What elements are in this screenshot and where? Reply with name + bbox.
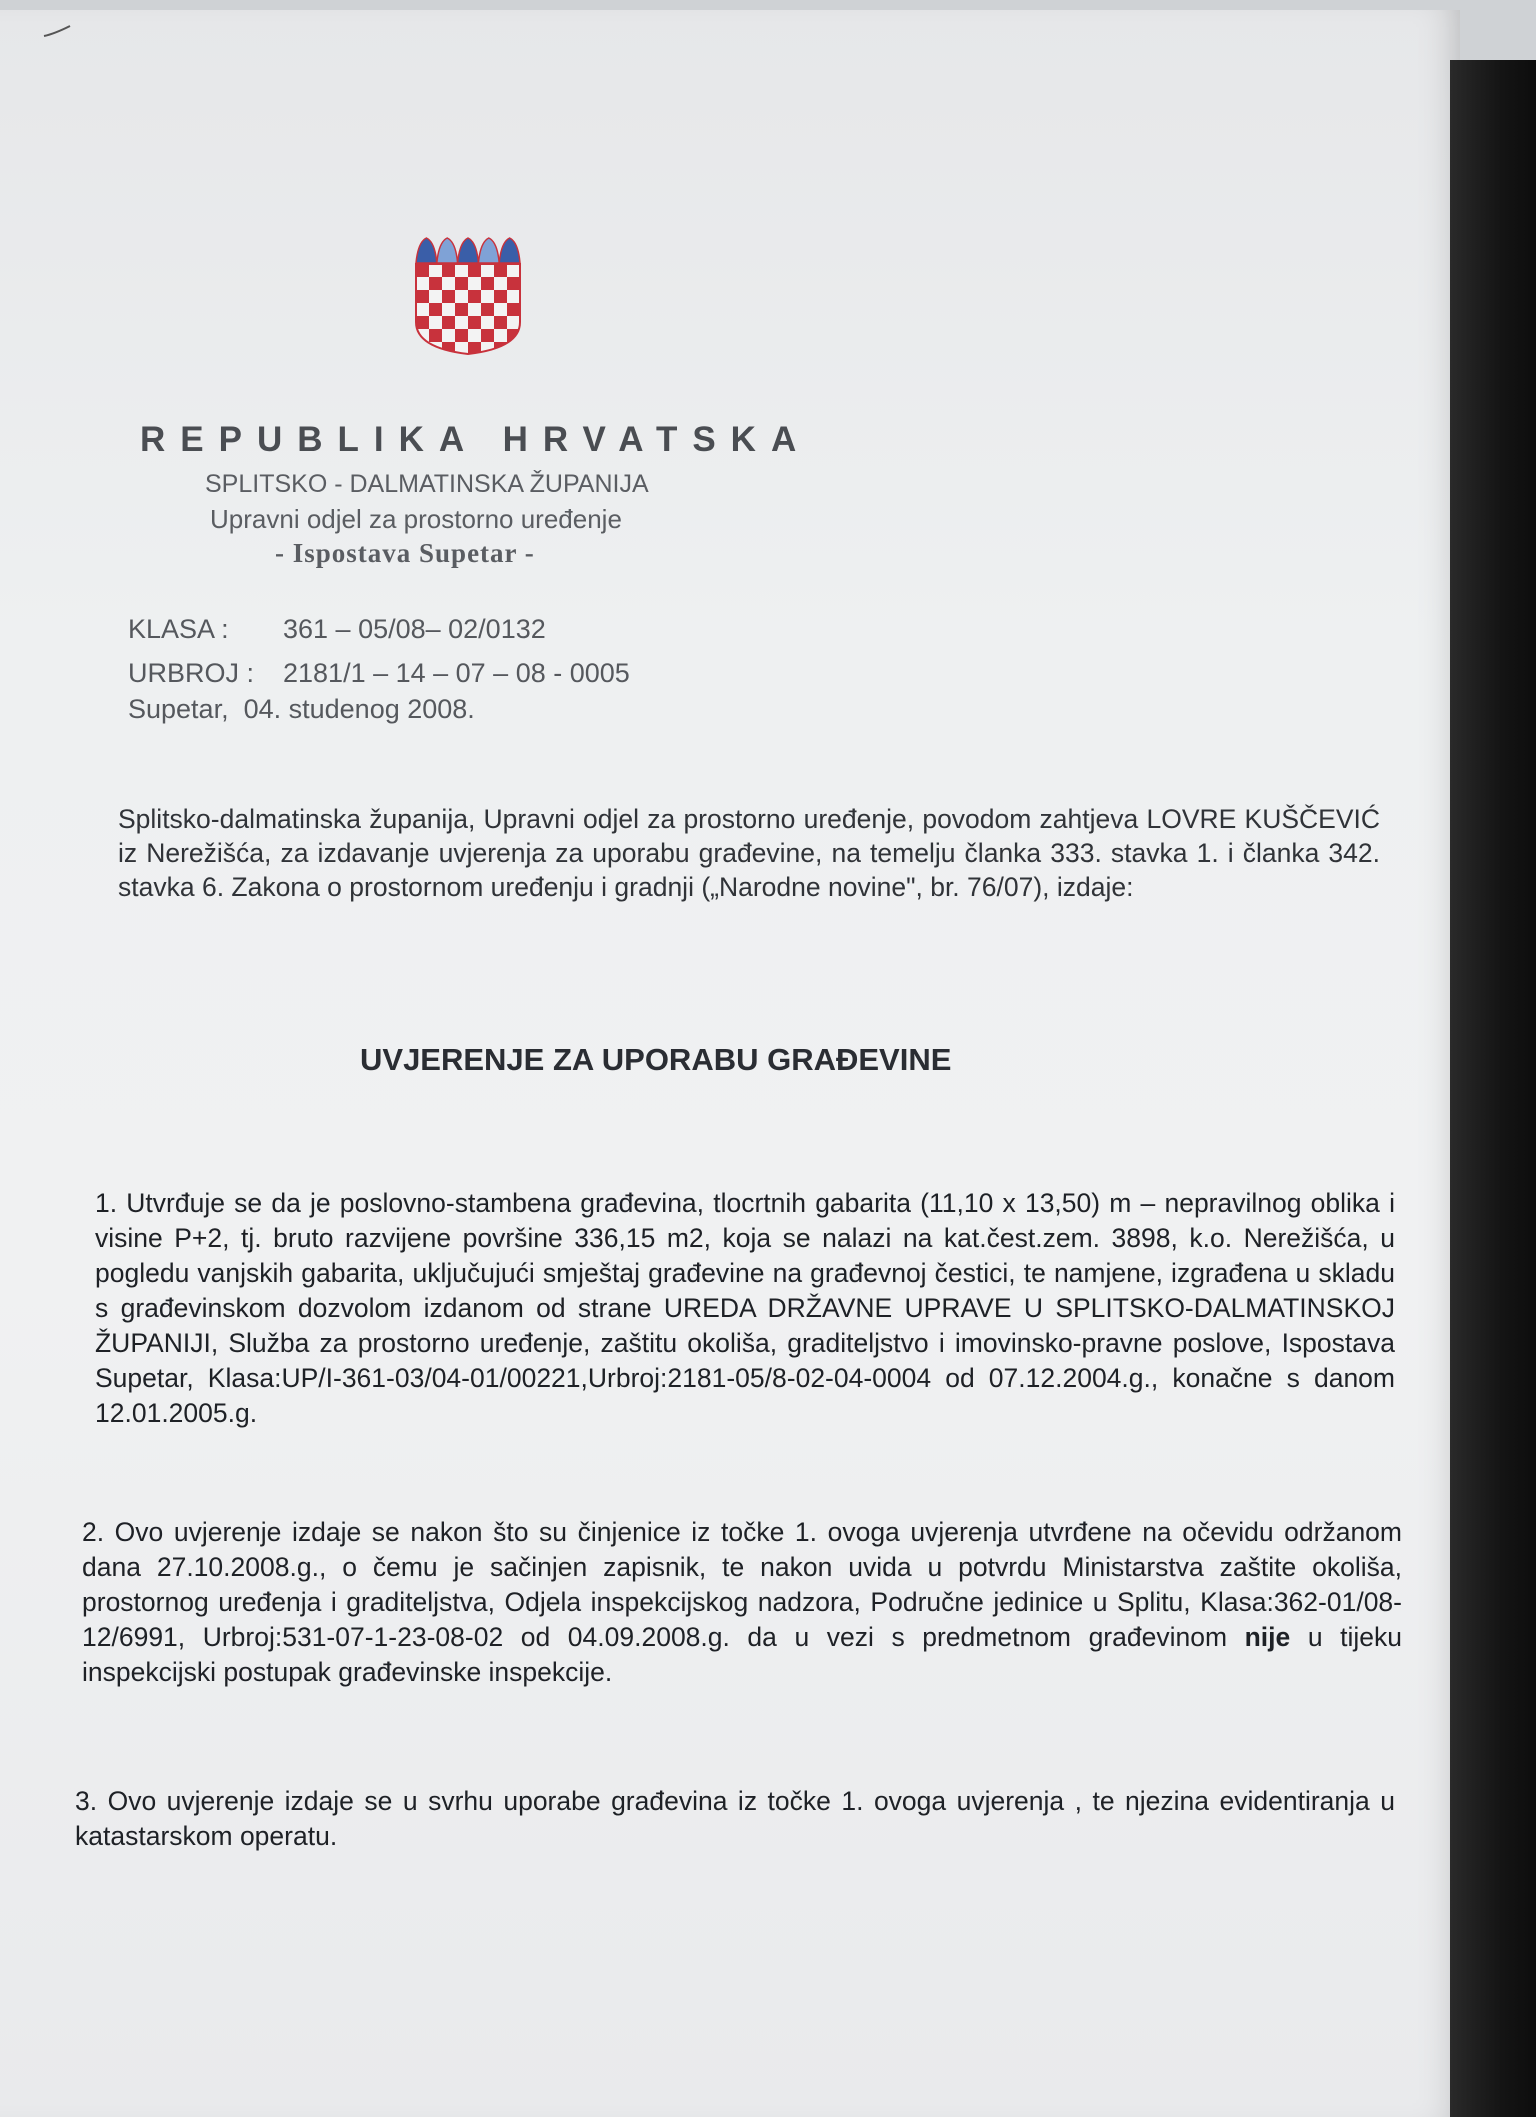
- crown-segment: [458, 238, 479, 263]
- shield-square: [455, 316, 468, 329]
- shield-square: [507, 290, 520, 303]
- shield-square: [455, 329, 468, 342]
- klasa-line: [128, 614, 546, 645]
- point-2-text-end: u tijeku inspekcijski postupak građevinske inspekcije.: [82, 1622, 1402, 1687]
- coat-of-arms-icon: [405, 230, 523, 356]
- shield-square: [494, 329, 507, 342]
- point-2: [82, 1515, 1402, 1690]
- shield-square: [429, 329, 442, 342]
- shield-square: [468, 264, 481, 277]
- point-2-text-start: 2. Ovo uvjerenje izdaje se nakon što su činjenice iz točke 1. ovoga uvjerenja utvrđene na očevidu održanom dana 27.10.2008.g., o čemu je sačinjen zapisnik, te nakon uvida u potvrdu Ministarstva zaštite okoliša, prostornog uređenja i graditeljstva, Odjela inspekcijskog nadzora, Područne jedinice u Splitu, Klasa:362-01/08-12/6991, Urbroj:531-07-1-23-08-02 od 04.09.2008.g. da u vezi s predmetnom građevinom: [82, 1517, 1402, 1652]
- point-3: 3. Ovo uvjerenje izdaje se u svrhu uporabe građevina iz točke 1. ovoga uvjerenja , te njezina evidentiranja u katastarskom operatu.: [75, 1786, 1395, 1851]
- shield-square: [416, 264, 429, 277]
- shield-square: [481, 329, 494, 342]
- issuer-branch: - Ispostava Supetar -: [275, 538, 535, 568]
- issuer-country: REPUBLIKA HRVATSKA: [140, 420, 812, 459]
- urbroj-label: URBROJ :: [128, 658, 255, 688]
- klasa-label: KLASA :: [128, 614, 229, 644]
- document-page: [0, 10, 1460, 2117]
- shield-square: [494, 264, 507, 277]
- issuer-county: SPLITSKO - DALMATINSKA ŽUPANIJA: [205, 470, 649, 498]
- shield-square: [507, 303, 520, 316]
- urbroj-value: 2181/1 – 14 – 07 – 08 - 0005: [283, 658, 630, 688]
- urbroj-line: [128, 658, 630, 689]
- shield-square: [481, 290, 494, 303]
- crown-segment: [437, 238, 458, 263]
- shield-square: [455, 290, 468, 303]
- shield-square: [455, 303, 468, 316]
- shield-square: [429, 316, 442, 329]
- shield-square: [468, 316, 481, 329]
- issue-date: 04. studenog 2008.: [243, 694, 475, 724]
- shield-square: [429, 303, 442, 316]
- shield-square: [481, 264, 494, 277]
- document-title: UVJERENJE ZA UPORABU GRAĐEVINE: [360, 1042, 952, 1077]
- shield-square: [416, 303, 429, 316]
- shield-square: [455, 277, 468, 290]
- shield-square: [468, 290, 481, 303]
- shield-square: [468, 329, 481, 342]
- shield-square: [481, 277, 494, 290]
- issuer-department: Upravni odjel za prostorno uređenje: [210, 504, 622, 534]
- shield-square: [416, 290, 429, 303]
- place: Supetar,: [128, 694, 229, 724]
- shield-square: [481, 316, 494, 329]
- shield-square: [416, 316, 429, 329]
- shield-square: [416, 277, 429, 290]
- shield-square: [507, 277, 520, 290]
- shield-square: [442, 277, 455, 290]
- shield-square: [442, 329, 455, 342]
- crown-segment: [478, 238, 499, 263]
- point-2-emphasis: nije: [1244, 1622, 1291, 1652]
- shield-square: [468, 303, 481, 316]
- crown-segment: [499, 238, 520, 263]
- shield-square: [442, 264, 455, 277]
- shield-square: [494, 303, 507, 316]
- shield-square: [442, 290, 455, 303]
- shield-square: [494, 277, 507, 290]
- shield-square: [494, 316, 507, 329]
- shield-square: [507, 342, 520, 355]
- shield-square: [494, 290, 507, 303]
- point-1: 1. Utvrđuje se da je poslovno-stambena građevina, tlocrtnih gabarita (11,10 x 13,50) m – nepravilnog oblika i visine P+2, tj. bruto razvijene površine 336,15 m2, koja se nalazi na kat.čest.zem. 3898, k.o. Nerežišća, u pogledu vanjskih gabarita, uključujući smještaj građevine na građevnoj čestici, te namjene, izgrađena u skladu s građevinskom dozvolom izdanom od strane UREDA DRŽAVNE UPRAVE U SPLITSKO-DALMATINSKOJ ŽUPANIJI, Služba za prostorno uređenje, zaštitu okoliša, graditeljstvo i imovinsko-pravne poslove, Ispostava Supetar, Klasa:UP/I-361-03/04-01/00221,Urbroj:2181-05/8-02-04-0004 od 07.12.2004.g., konačne s danom 12.01.2005.g.: [95, 1188, 1395, 1428]
- shield-square: [429, 290, 442, 303]
- shield-square: [416, 342, 429, 355]
- crown-segment: [416, 238, 437, 263]
- place-date-line: [128, 694, 475, 725]
- shield-square: [468, 277, 481, 290]
- pen-mark: [42, 24, 72, 38]
- shield-square: [455, 264, 468, 277]
- shield-square: [429, 277, 442, 290]
- intro-paragraph: Splitsko-dalmatinska županija, Upravni odjel za prostorno uređenje, povodom zahtjeva LOVRE KUŠČEVIĆ iz Nerežišća, za izdavanje uvjerenja za uporabu građevine, na temelju članka 333. stavka 1. i članka 342. stavka 6. Zakona o prostornom uređenju i gradnji („Narodne novine", br. 76/07), izdaje:: [118, 804, 1380, 902]
- shield-square: [507, 264, 520, 277]
- shield-square: [442, 303, 455, 316]
- shield-square: [442, 316, 455, 329]
- shield-square: [481, 303, 494, 316]
- shield-square: [429, 264, 442, 277]
- klasa-value: 361 – 05/08– 02/0132: [283, 614, 546, 644]
- binder-edge: [1450, 60, 1536, 2117]
- shield-square: [507, 316, 520, 329]
